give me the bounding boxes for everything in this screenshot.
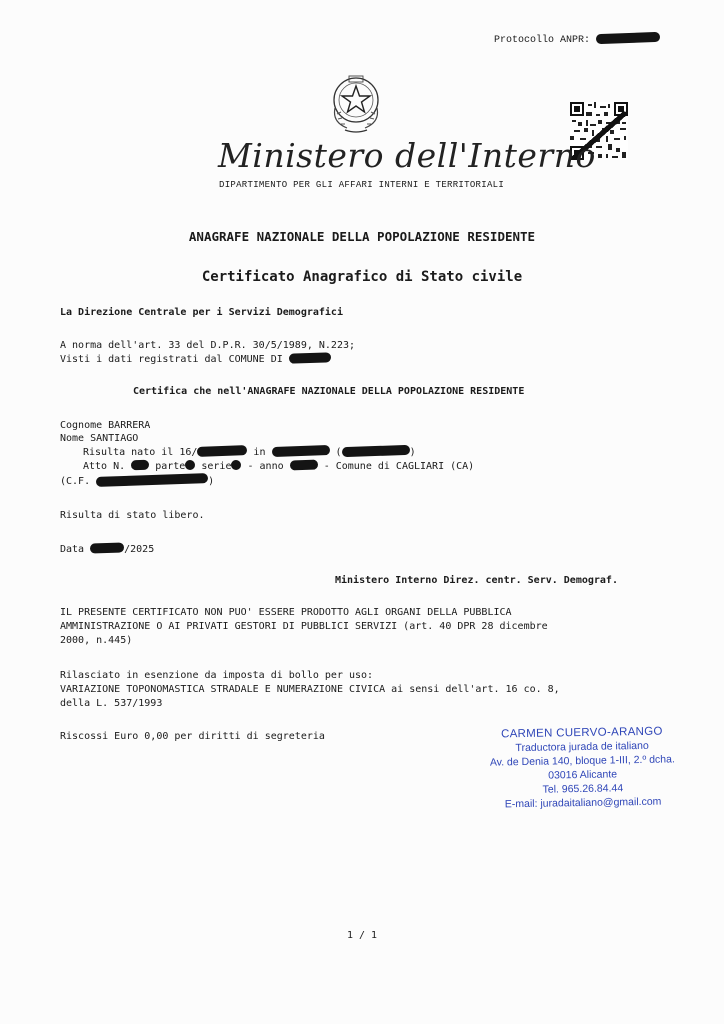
redaction-birth-date	[197, 445, 247, 457]
marital-status-line: Risulta di stato libero.	[60, 510, 205, 521]
stamp-city: 03016 Alicante	[548, 768, 618, 782]
act-parte: parte	[155, 461, 186, 472]
redaction-date	[90, 542, 124, 553]
stamp-duty-line-2: VARIAZIONE TOPONOMASTICA STRADALE E NUMERAZIONE CIVICA ai sensi dell'art. 16 co. 8,	[60, 684, 560, 695]
fees-line: Riscossi Euro 0,00 per diritti di segreteria	[60, 731, 325, 742]
birth-paren-close: )	[409, 447, 416, 458]
date-line	[60, 543, 154, 555]
act-prefix: Atto N.	[83, 461, 126, 472]
redaction-act-year	[289, 460, 317, 471]
birth-paren-open: (	[335, 447, 342, 458]
protocol-label: Protocollo ANPR:	[494, 35, 591, 46]
redaction-act-part	[185, 460, 195, 470]
stamp-duty-line-3: della L. 537/1993	[60, 698, 163, 709]
translator-stamp	[479, 724, 685, 812]
date-year: /2025	[124, 544, 155, 555]
document-title: ANAGRAFE NAZIONALE DELLA POPOLAZIONE RESIDENTE	[188, 229, 536, 244]
redaction-act-number	[131, 460, 149, 471]
first-name-line: Nome SANTIAGO	[60, 433, 139, 444]
stamp-email: E-mail: juradaitaliano@gmail.com	[504, 795, 662, 811]
surname-line: Cognome BARRERA	[60, 420, 151, 431]
act-comune: - Comune di CAGLIARI (CA)	[323, 461, 475, 472]
redaction-comune	[289, 352, 331, 363]
act-line	[83, 460, 474, 472]
birth-prefix: Risulta nato il 16/	[83, 447, 198, 458]
act-anno: - anno	[247, 461, 284, 472]
notice-line-2: AMMINISTRAZIONE O AI PRIVATI GESTORI DI PUBBLICI SERVIZI (art. 40 DPR 28 dicembre	[60, 621, 548, 632]
redaction-birth-country	[341, 445, 409, 457]
stamp-role: Traductora jurada de italiano	[515, 739, 649, 755]
birth-line	[83, 446, 416, 458]
redaction-protocol	[596, 32, 660, 44]
redaction-act-series	[231, 460, 241, 470]
notice-line-1: IL PRESENTE CERTIFICATO NON PUO' ESSERE PRODOTTO AGLI ORGANI DELLA PUBBLICA	[60, 607, 512, 618]
act-serie: serie	[201, 461, 232, 472]
stamp-phone: Tel. 965.26.84.44	[542, 782, 624, 796]
certifica-line: Certifica che nell'ANAGRAFE NAZIONALE DELLA POPOLAZIONE RESIDENTE	[133, 386, 525, 397]
tax-code-close: )	[208, 476, 215, 487]
protocol-line	[494, 33, 660, 46]
norma-line-2	[60, 353, 331, 365]
redaction-birth-place	[271, 445, 329, 457]
ministry-logotype: Ministero dell'Interno	[218, 136, 596, 175]
tax-code-line	[60, 475, 214, 487]
page-number: 1 / 1	[346, 930, 378, 941]
norma-line-1: A norma dell'art. 33 del D.P.R. 30/5/1989, N.223;	[60, 340, 356, 351]
date-label: Data	[60, 544, 85, 555]
stamp-duty-line-1: Rilasciato in esenzione da imposta di bollo per uso:	[60, 670, 374, 681]
stamp-name: CARMEN CUERVO-ARANGO	[500, 725, 663, 741]
birth-in: in	[253, 447, 266, 458]
signature-office: Ministero Interno Direz. centr. Serv. Demograf.	[335, 575, 618, 586]
stamp-address: Av. de Denia 140, bloque 1-III, 2.º dcha.	[489, 753, 675, 769]
department-name: DIPARTIMENTO PER GLI AFFARI INTERNI E TERRITORIALI	[219, 180, 505, 190]
redaction-tax-code	[96, 473, 208, 487]
notice-line-3: 2000, n.445)	[60, 635, 133, 646]
norma-line-2-text: Visti i dati registrati dal COMUNE DI	[60, 354, 283, 365]
italian-emblem-icon	[327, 70, 385, 136]
document-subtitle: Certificato Anagrafico di Stato civile	[201, 269, 523, 285]
tax-code-open: (C.F.	[60, 476, 91, 487]
issuer-line: La Direzione Centrale per i Servizi Demografici	[60, 307, 343, 318]
